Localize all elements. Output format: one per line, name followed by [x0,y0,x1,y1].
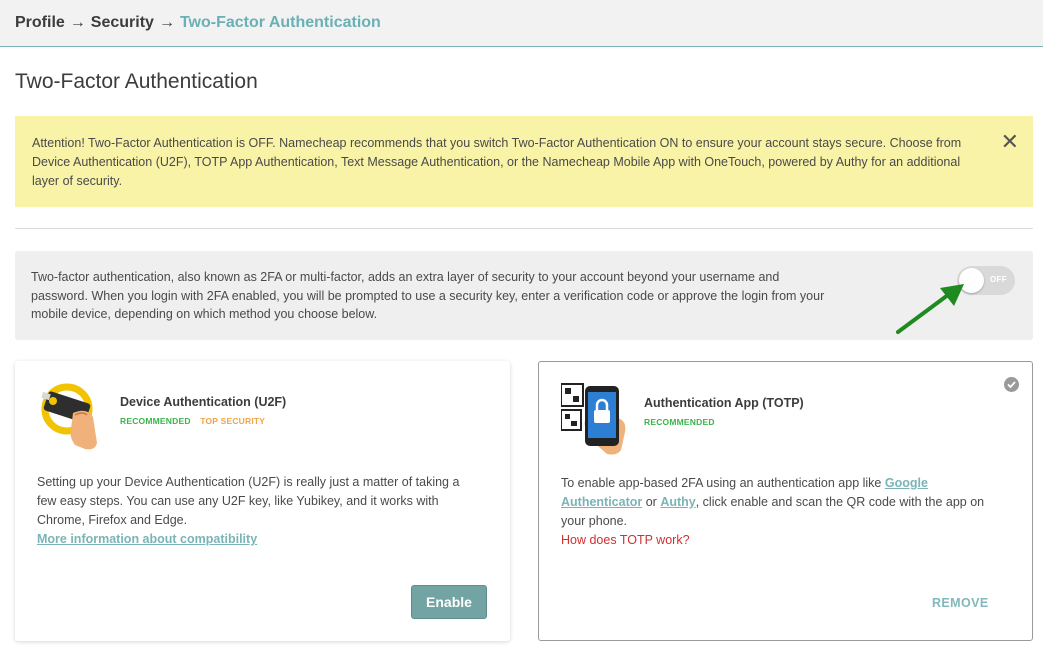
green-arrow-icon [890,278,970,338]
divider [15,228,1033,229]
u2f-title: Device Authentication (U2F) [120,395,287,409]
breadcrumb-separator: → [158,14,175,31]
intro-panel [15,251,1033,340]
totp-body-prefix: To enable app-based 2FA using an authentication app like [561,476,885,490]
u2f-card [15,361,510,641]
breadcrumb-separator: → [69,14,86,31]
totp-body-suffix: , click enable and scan the QR code with the app on your phone. [561,495,985,528]
breadcrumb-current: Two-Factor Authentication [179,14,381,31]
totp-title: Authentication App (TOTP) [644,396,804,410]
top-security-badge: TOP SECURITY [200,416,266,426]
u2f-description [37,473,482,549]
security-key-icon [37,379,107,454]
totp-description [561,474,1006,550]
totp-body-or: or [642,495,661,509]
recommended-badge: RECOMMENDED [644,417,715,427]
close-icon[interactable]: ✕ [1000,129,1019,154]
totp-card [538,361,1033,641]
page-title: Two-Factor Authentication [15,70,258,93]
toggle-label: OFF [990,275,1007,284]
authy-link[interactable]: Authy [660,495,696,509]
intro-text: Two-factor authentication, also known as 2FA or multi-factor, adds an extra layer of security to your account beyond your username and password. When you login with 2FA enabled, you will be prompted to use a security key, enter a verification code or approve the login from your mobile device, depending on which method you choose below. [31,270,825,321]
google-authenticator-link[interactable]: Google Authenticator [561,476,928,509]
u2f-body-text: Setting up your Device Authentication (U2F) is really just a matter of taking a few easy steps. You can use any U2F key, like Yubikey, and it works with Chrome, Firefox and Edge. [37,475,460,527]
u2f-badges [120,416,265,426]
remove-button[interactable]: REMOVE [932,596,989,610]
totp-badges [644,417,722,427]
totp-help-link[interactable]: How does TOTP work? [561,533,690,547]
breadcrumb-profile[interactable]: Profile [15,14,65,31]
breadcrumb-security[interactable]: Security [90,14,154,31]
breadcrumb [0,0,1043,47]
attention-alert [15,116,1033,207]
authenticator-phone-icon [561,380,631,455]
recommended-badge: RECOMMENDED [120,416,191,426]
compatibility-link[interactable]: More information about compatibility [37,532,258,546]
check-circle-icon [1004,377,1019,392]
alert-text: Attention! Two-Factor Authentication is OFF. Namecheap recommends that you switch Two-Factor Authentication ON to ensure your account stays secure. Choose from Device Authentication (U2F), TOTP App Authentication, Text Message Authentication, or the Namecheap Mobile App with OneTouch, powered by Authy for an additional layer of security. [32,136,962,188]
enable-button[interactable]: Enable [411,585,487,619]
